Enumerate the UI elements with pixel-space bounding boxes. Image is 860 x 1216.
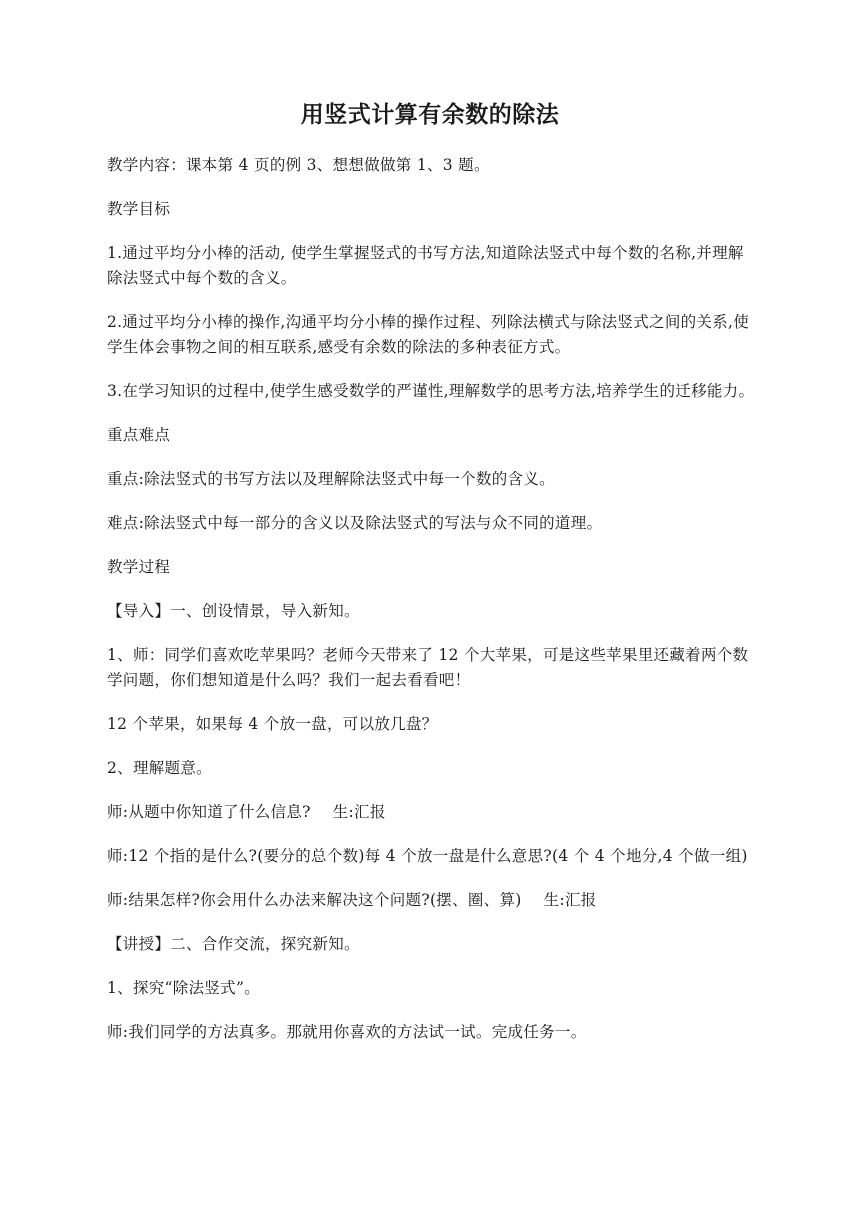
teacher-question-1 <box>107 800 757 825</box>
section-heading-process: 教学过程 <box>107 558 171 576</box>
teaching-content: 教学内容：课本第 4 页的例 3、想想做做第 1、3 题。 <box>107 156 490 174</box>
teacher-question-3 <box>107 888 757 913</box>
difficult-point: 难点:除法竖式中每一部分的含义以及除法竖式的写法与众不同的道理。 <box>107 514 603 532</box>
lecture-heading: 【讲授】二、合作交流，探究新知。 <box>107 935 360 953</box>
document-body <box>107 153 757 1064</box>
student-line: 生:汇报 <box>332 803 386 821</box>
student-line: 生:汇报 <box>543 891 597 909</box>
objective-2: 2.通过平均分小棒的操作,沟通平均分小棒的操作过程、列除法横式与除法竖式之间的关系,使学生体会事物之间的相互联系,感受有余数的除法的多种表征方式。 <box>107 313 750 356</box>
teacher-question-2: 师:12 个指的是什么?(要分的总个数)每 4 个放一盘是什么意思?(4 个 4 个地分,4 个做一组) <box>107 847 748 865</box>
key-point: 重点:除法竖式的书写方法以及理解除法竖式中每一个数的含义。 <box>107 470 555 488</box>
apple-question: 12 个苹果，如果每 4 个放一盘，可以放几盘？ <box>107 715 438 733</box>
intro-step-2: 2、理解题意。 <box>107 759 212 777</box>
intro-step-1: 1、师：同学们喜欢吃苹果吗？老师今天带来了 12 个大苹果，可是这些苹果里还藏着两个数学问题，你们想知道是什么吗？我们一起去看看吧！ <box>107 646 749 689</box>
teacher-task: 师:我们同学的方法真多。那就用你喜欢的方法试一试。完成任务一。 <box>107 1023 587 1041</box>
objective-1: 1.通过平均分小棒的活动, 使学生掌握竖式的书写方法,知道除法竖式中每个数的名称,并理解除法竖式中每个数的含义。 <box>107 244 744 287</box>
teacher-line: 师:从题中你知道了什么信息? <box>107 803 311 821</box>
intro-heading: 【导入】一、创设情景，导入新知。 <box>107 602 360 620</box>
section-heading-objectives: 教学目标 <box>107 200 171 218</box>
teacher-line: 师:结果怎样?你会用什么办法来解决这个问题?(摆、圈、算) <box>107 891 522 909</box>
document-title: 用竖式计算有余数的除法 <box>300 102 560 128</box>
explore-step-1: 1、探究“除法竖式”。 <box>107 979 261 997</box>
section-heading-key-points: 重点难点 <box>107 426 171 444</box>
objective-3: 3.在学习知识的过程中,使学生感受数学的严谨性,理解数学的思考方法,培养学生的迁移能力。 <box>107 382 755 400</box>
